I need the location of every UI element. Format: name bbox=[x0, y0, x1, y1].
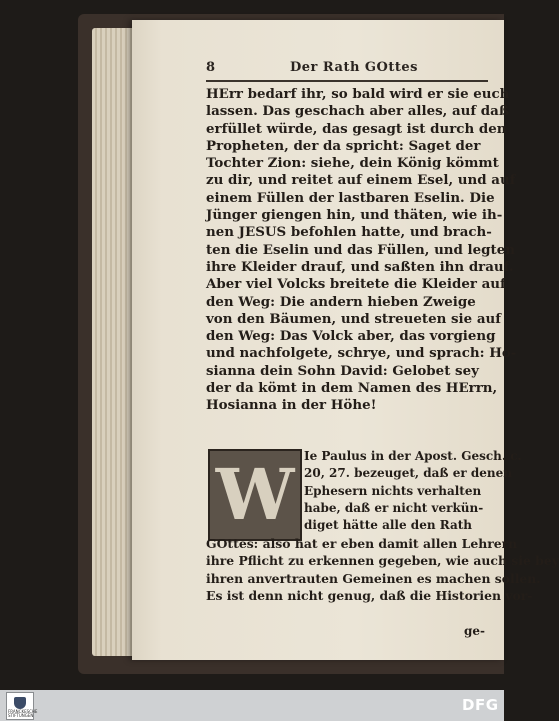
text-line: Hosianna in der Höhe! bbox=[206, 397, 377, 414]
initial-letter: W bbox=[215, 453, 295, 536]
text-line: einem Füllen der lastbaren Eselin. Die bbox=[206, 189, 495, 206]
text-line: GOttes: also hat er eben damit allen Lehrern bbox=[206, 536, 518, 551]
text-line: Ephesern nichts verhalten bbox=[304, 483, 482, 498]
running-head: Der Rath GOttes bbox=[290, 60, 418, 75]
text-line: Tochter Zion: siehe, dein König kömmt bbox=[206, 155, 499, 172]
text-line: der da kömt in dem Namen des HErrn, bbox=[206, 380, 498, 397]
text-line: ihre Kleider drauf, und saßten ihn drauf. bbox=[206, 258, 514, 275]
text-line: von den Bäumen, und streueten sie auf bbox=[206, 310, 501, 327]
commentary-lines-beside-initial bbox=[304, 448, 522, 534]
text-line: den Weg: Die andern hieben Zweige bbox=[206, 293, 476, 310]
text-line: erfüllet würde, das gesagt ist durch den bbox=[206, 120, 507, 137]
text-line: zu dir, und reitet auf einem Esel, und auf bbox=[206, 172, 516, 189]
page-header bbox=[206, 60, 492, 82]
text-line: und nachfolgete, schrye, und sprach: Ho- bbox=[206, 345, 517, 362]
commentary-lines bbox=[206, 535, 559, 604]
text-line: Es ist denn nicht genug, daß die Historien vor- bbox=[206, 587, 533, 603]
text-line: diget hätte alle den Rath bbox=[304, 518, 473, 533]
text-line: sianna dein Sohn David: Gelobet sey bbox=[206, 362, 479, 379]
scripture-paragraph bbox=[206, 86, 517, 415]
text-line: lassen. Das geschach aber alles, auf daß bbox=[206, 103, 510, 120]
text-line: HErr bedarf ihr, so bald wird er sie euch bbox=[206, 86, 510, 102]
text-line: ihren anvertrauten Gemeinen es machen sollen. bbox=[206, 570, 541, 586]
text-line: ihre Pflicht zu erkennen gegeben, wie auch sie bey bbox=[206, 553, 559, 569]
catchword: ge- bbox=[464, 624, 486, 638]
logo-caption: FRANCKESCHE STIFTUNGEN bbox=[8, 709, 38, 718]
page-number: 8 bbox=[206, 60, 216, 75]
header-rule bbox=[206, 80, 488, 82]
institution-logo[interactable] bbox=[6, 692, 38, 720]
dfg-logo[interactable]: DFG bbox=[462, 696, 499, 714]
text-line: habe, daß er nicht verkün- bbox=[304, 500, 484, 515]
text-line: 20, 27. bezeuget, daß er denen bbox=[304, 466, 512, 481]
text-line: Jünger giengen hin, und thäten, wie ih- bbox=[206, 207, 503, 224]
shield-icon bbox=[14, 697, 26, 709]
decorated-initial bbox=[208, 449, 302, 541]
text-line: den Weg: Das Volck aber, das vorgieng bbox=[206, 328, 496, 345]
text-line: ten die Eselin und das Füllen, und legten bbox=[206, 241, 515, 258]
text-line: Ie Paulus in der Apost. Gesch. c. bbox=[304, 449, 522, 463]
text-line: Aber viel Volcks breitete die Kleider auf bbox=[206, 276, 506, 293]
text-line: Propheten, der da spricht: Saget der bbox=[206, 137, 481, 154]
viewer-footer-bar bbox=[0, 690, 504, 721]
text-line: nen JESUS befohlen hatte, und brach- bbox=[206, 224, 492, 241]
